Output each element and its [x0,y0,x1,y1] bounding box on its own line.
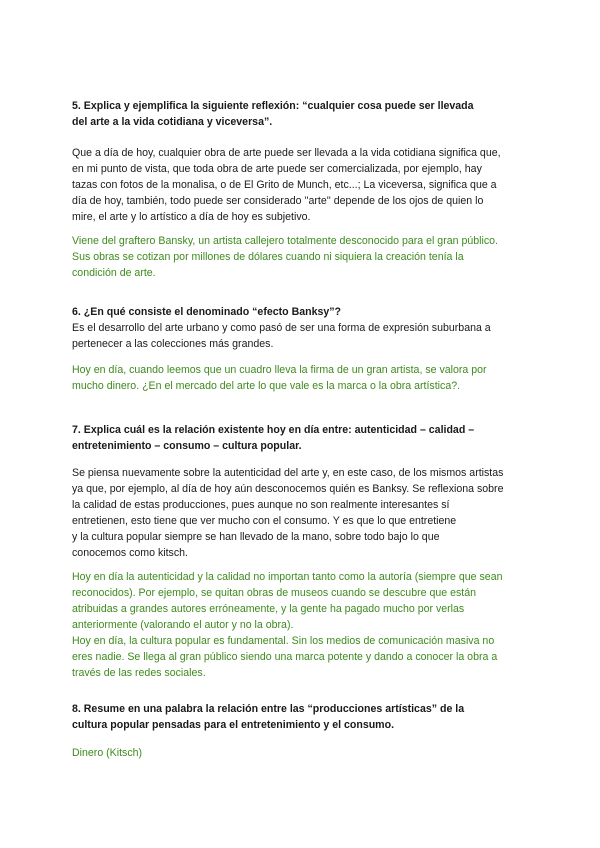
note-line: Dinero (Kitsch) [72,747,143,759]
question-8-note [72,745,142,761]
answer-line: ya que, por ejemplo, al día de hoy aún desconocemos quién es Banksy. Se reflexiona sobre [72,483,504,495]
question-5-title [72,98,474,130]
title-line: 7. Explica cuál es la relación existente hoy en día entre: autenticidad – calidad – [72,424,475,436]
note-line: Sus obras se cotizan por millones de dólares cuando ni siquiera la creación tenía la [72,251,464,263]
answer-line: tazas con fotos de la monalisa, o de El Grito de Munch, etc...; La viceversa, significa que a [72,179,497,191]
note-line: Hoy en día, cuando leemos que un cuadro lleva la firma de un gran artista, se valora por [72,364,487,376]
question-7-answer [72,465,503,561]
question-5-answer [72,145,501,225]
answer-line: entretienen, esto tiene que ver mucho con el consumo. Y es que lo que entretiene [72,515,457,527]
title-line: entretenimiento – consumo – cultura popular. [72,440,302,452]
question-6-answer [72,320,491,352]
note-line: atribuidas a grandes autores erróneamente, y la gente ha pagado mucho por verlas [72,603,465,615]
note-line: mucho dinero. ¿En el mercado del arte lo que vale es la marca o la obra artística?. [72,380,461,392]
title-line: 6. ¿En qué consiste el denominado “efecto Banksy”? [72,306,342,318]
title-line: 8. Resume en una palabra la relación entre las “producciones artísticas” de la [72,703,465,715]
answer-line: y la cultura popular siempre se han llevado de la mano, sobre todo bajo lo que [72,531,440,543]
note-line: anteriormente (valorando el autor y no la obra). [72,619,294,631]
note-line: Hoy en día, la cultura popular es fundamental. Sin los medios de comunicación masiva no [72,635,495,647]
note-line: reconocidos). Por ejemplo, se quitan obras de museos cuando se descubre que están [72,587,476,599]
note-line: través de las redes sociales. [72,667,206,679]
note-line: Hoy en día la autenticidad y la calidad no importan tanto como la autoría (siempre que sean [72,571,503,583]
note-line: eres nadie. Se llega al gran público siendo una marca potente y dando a conocer la obra a [72,651,498,663]
note-line: Viene del graftero Bansky, un artista callejero totalmente desconocido para el gran público. [72,235,498,247]
question-5-note [72,233,498,281]
answer-line: la calidad de estas producciones, pues aunque no son realmente interesantes sí [72,499,450,511]
answer-line: pertenecer a las colecciones más grandes. [72,338,274,350]
question-8-title [72,701,464,733]
title-line: del arte a la vida cotidiana y viceversa”. [72,116,273,128]
answer-line: Se piensa nuevamente sobre la autenticidad del arte y, en este caso, de los mismos artistas [72,467,504,479]
question-6-title [72,304,341,320]
question-6-note [72,362,487,394]
question-7-title [72,422,474,454]
question-7-note [72,569,502,681]
answer-line: Que a día de hoy, cualquier obra de arte puede ser llevada a la vida cotidiana significa que, [72,147,501,159]
title-line: 5. Explica y ejemplifica la siguiente reflexión: “cualquier cosa puede ser llevada [72,100,474,112]
title-line: cultura popular pensadas para el entretenimiento y el consumo. [72,719,395,731]
note-line: condición de arte. [72,267,156,279]
answer-line: Es el desarrollo del arte urbano y como pasó de ser una forma de expresión suburbana a [72,322,491,334]
answer-line: en mi punto de vista, que toda obra de arte puede ser comercializada, por ejemplo, hay [72,163,482,175]
answer-line: día de hoy, también, todo puede ser considerado ''arte'' depende de los ojos de quien lo [72,195,484,207]
answer-line: mire, el arte y lo artístico a día de hoy es subjetivo. [72,211,311,223]
answer-line: conocemos como kitsch. [72,547,188,559]
